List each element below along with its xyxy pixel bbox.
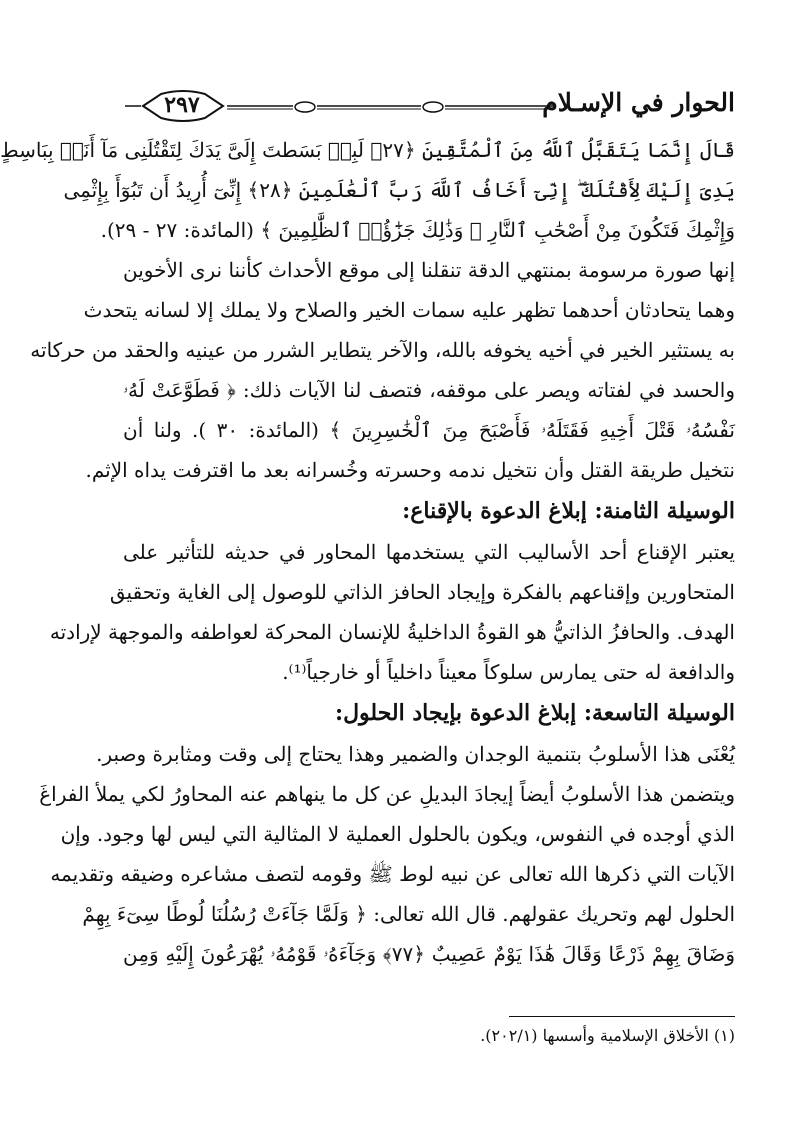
text-line: يَدِىَ إِلَيْكَ لِأَقْتُلَكَ ۖ إِنِّىٓ أَخَافُ ٱللَّهَ رَبَّ ٱلْعَٰلَمِينَ ﴿٢٨﴾ إِنِّىٓ أُرِيدُ أَن تَبُوٓأَ بِإِثْمِى <box>63 178 735 202</box>
footnote-separator <box>509 1016 735 1017</box>
section-heading: الوسيلة التاسعة: إبلاغ الدعوة بإيجاد الحلول: <box>334 700 735 726</box>
text-line: نَفْسُهُۥ قَتْلَ أَخِيهِ فَقَتَلَهُۥ فَأَصْبَحَ مِنَ ٱلْخَٰسِرِينَ ﴾ (المائدة: ٣٠ ). ولنا أن <box>123 418 735 442</box>
text-line: نتخيل طريقة القتل وأن نتخيل ندمه وحسرته وخُسرانه بعد ما اقترفت يداه الإثم. <box>85 458 735 482</box>
text-line: ويتضمن هذا الأسلوبُ أيضاً إيجادَ البديلِ عن كل ما ينهاهم عنه المحاورُ لكي يملأ الفراغَ <box>39 782 735 806</box>
text-line: يعتبر الإقناع أحد الأساليب التي يستخدمها المحاور في حديثه للتأثير على <box>123 540 735 564</box>
text-line: وهما يتحادثان أحدهما تظهر عليه سمات الخير والصلاح ولا يملك إلا لسانه يتحدث <box>83 298 735 322</box>
text-line: الذي أوجده في النفوس، ويكون بالحلول العملية لا المثالية التي ليس لها وجود. وإن <box>60 822 735 846</box>
text-line: والحسد في لفتاته ويصر على موقفه، فتصف لنا الآيات ذلك: ﴿ فَطَوَّعَتْ لَهُۥ <box>123 378 735 402</box>
text-line: وَضَاقَ بِهِمْ ذَرْعًا وَقَالَ هَٰذَا يَوْمٌ عَصِيبٌ ﴿٧٧﴾ وَجَآءَهُۥ قَوْمُهُۥ يُهْرَعُونَ إِلَيْهِ وَمِن <box>123 942 735 966</box>
text-line: قَالَ إِنَّمَا يَتَقَبَّلُ ٱللَّهُ مِنَ ٱلْمُتَّقِينَ ﴿٢٧﴾ لَبِنۢ بَسَطتَ إِلَىَّ يَدَكَ لِتَقْتُلَنِى مَآ أَنَا۠ بِبَاسِطٍ <box>0 138 735 162</box>
page-number: ٢٩٧ <box>164 92 200 118</box>
text-line: يُعْنَى هذا الأسلوبُ بتنمية الوجدان والضمير وهذا يحتاج إلى وقت ومثابرة وصبر. <box>96 742 735 766</box>
section-heading: الوسيلة الثامنة: إبلاغ الدعوة بالإقناع: <box>402 498 735 524</box>
text-line: الهدف. والحافزُ الذاتيُّ هو القوةُ الداخليةُ للإنسان المحركة لعواطفه والموجهة لإرادته <box>49 620 735 644</box>
text-line: الآيات التي ذكرها الله تعالى عن نبيه لوط ﷺ وقومه لتصف مشاعره وضيقه وتقديمه <box>50 862 735 886</box>
page-header <box>123 86 735 126</box>
running-title: الحوار في الإسـلام <box>542 88 735 117</box>
text-line: المتحاورين وإقناعهم بالفكرة وإيجاد الحافز الذاتي للوصول إلى الغاية وتحقيق <box>109 580 735 604</box>
text-line: إنها صورة مرسومة بمنتهي الدقة تنقلنا إلى موقع الأحداث كأننا نرى الأخوين <box>123 258 735 282</box>
main-text <box>0 130 735 974</box>
text-line: والدافعة له حتى يمارس سلوكاً معيناً داخلياً أو خارجياً⁽¹⁾. <box>282 660 735 684</box>
footnote: (١) الأخلاق الإسلامية وأسسها (٢٠٢/١). <box>480 1026 735 1045</box>
text-line: به يستثير الخير في أخيه يخوفه بالله، والآخر يتطاير الشرر من عينيه والحقد من حركاته <box>30 338 735 362</box>
text-line: وَإِثْمِكَ فَتَكُونَ مِنْ أَصْحَٰبِ ٱلنَّارِ ۚ وَذَٰلِكَ جَزَٰٓؤُا۟ ٱلظَّٰلِمِينَ ﴾ (المائدة: ٢٧ - ٢٩). <box>100 218 735 242</box>
text-line: الحلول لهم وتحريك عقولهم. قال الله تعالى: ﴿ وَلَمَّا جَآءَتْ رُسُلُنَا لُوطًا سِىٓءَ بِهِمْ <box>82 902 735 926</box>
